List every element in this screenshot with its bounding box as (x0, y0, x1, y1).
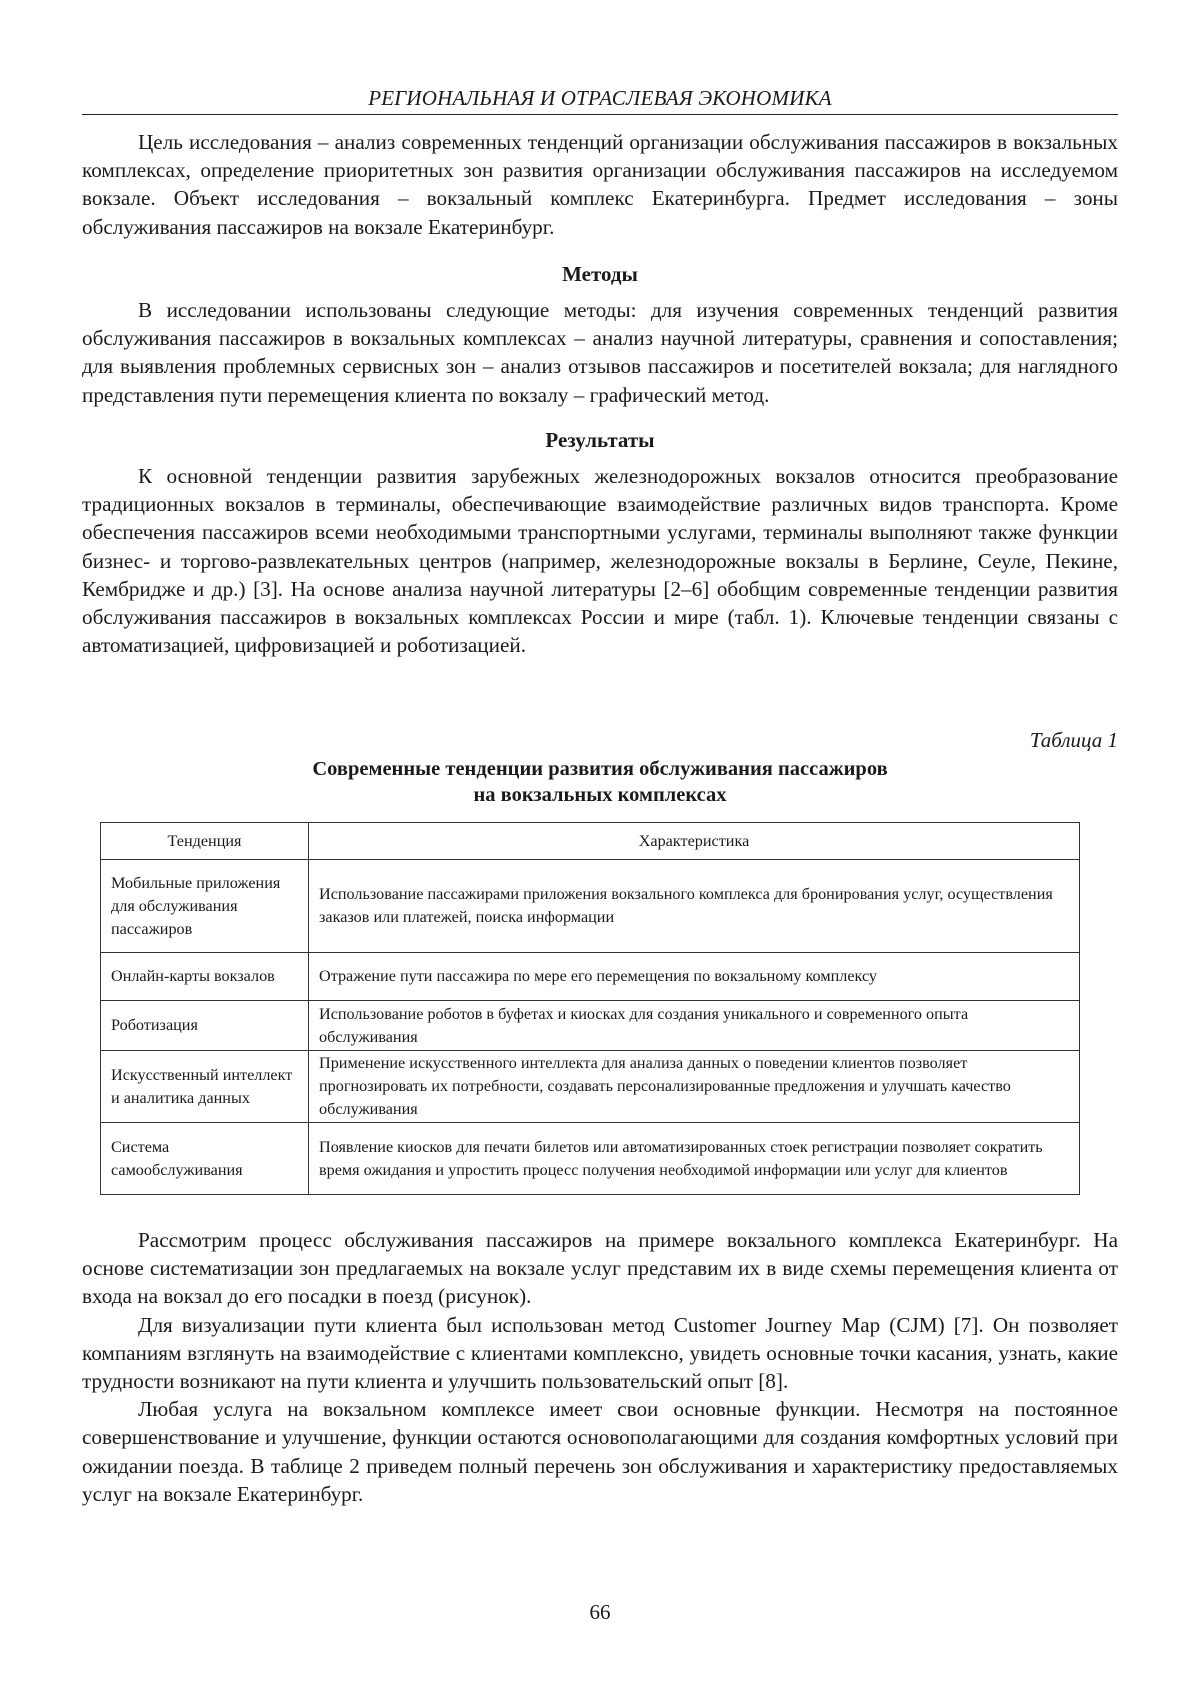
intro-section (82, 128, 1118, 241)
after-table-section (82, 1226, 1118, 1508)
table-header-row (101, 823, 1080, 860)
table-title-line-1: Современные тенденции развития обслуживания пассажиров (312, 758, 888, 780)
header-trend: Тенденция (101, 823, 309, 860)
trend-cell: Мобильные приложения для обслуживания пассажиров (101, 860, 309, 953)
paragraph-process: Рассмотрим процесс обслуживания пассажиров на примере вокзального комплекса Екатеринбург. На основе систематизации зон предлагаемых на вокзале услуг представим их в виде схемы перемещения клиента от входа на вокзал до его посадки в поезд (рисунок). (82, 1228, 1118, 1309)
table-row (101, 860, 1080, 953)
paragraph-functions: Любая услуга на вокзальном комплексе имеет свои основные функции. Несмотря на постоянное совершенствование и улучшение, функции остаются основополагающими для создания комфортных условий при ожидании поезда. В таблице 2 приведем полный перечень зон обслуживания и характеристику предоставляемых услуг на вокзале Екатеринбург. (82, 1397, 1118, 1506)
trend-cell: Онлайн-карты вокзалов (101, 953, 309, 1001)
table-title (82, 756, 1118, 808)
description-cell: Появление киосков для печати билетов или автоматизированных стоек регистрации позволяет сократить время ожидания и упростить процесс получения необходимой информации или услуг для клиентов (309, 1123, 1080, 1195)
trend-cell: Система самообслуживания (101, 1123, 309, 1195)
table-row (101, 953, 1080, 1001)
description-cell: Использование пассажирами приложения вокзального комплекса для бронирования услуг, осуществления заказов или платежей, поиска информации (309, 860, 1080, 953)
results-paragraph: К основной тенденции развития зарубежных железнодорожных вокзалов относится преобразование традиционных вокзалов в терминалы, обеспечивающие взаимодействие различных видов транспорта. Кроме обеспечения пассажиров всеми необходимыми транспортными услугами, терминалы выполняют также функции бизнес- и торгово-развлекательных центров (например, железнодорожные вокзалы в Берлине, Сеуле, Пекине, Кембридже и др.) [3]. На основе анализа научной литературы [2–6] обобщим современные тенденции развития обслуживания пассажиров в вокзальных комплексах России и мире (табл. 1). Ключевые тенденции связаны с автоматизацией, цифровизацией и роботизацией. (82, 464, 1118, 658)
paragraph-cjm: Для визуализации пути клиента был использован метод Customer Journey Map (CJM) [7]. Он позволяет компаниям взглянуть на взаимодействие с клиентами комплексно, увидеть основные точки касания, узнать, какие трудности возникают на пути клиента и улучшить пользовательский опыт [8]. (82, 1312, 1118, 1394)
table-row (101, 1123, 1080, 1195)
methods-heading: Методы (562, 262, 638, 286)
description-cell: Отражение пути пассажира по мере его перемещения по вокзальному комплексу (309, 953, 1080, 1001)
trends-table (100, 822, 1080, 1195)
table-title-line-2: на вокзальных комплексах (473, 784, 727, 806)
results-heading: Результаты (545, 428, 655, 452)
methods-section (82, 296, 1118, 409)
trend-cell: Искусственный интеллект и аналитика данных (101, 1051, 309, 1123)
table-label: Таблица 1 (1029, 728, 1118, 752)
page-number: 66 (589, 1600, 611, 1624)
trend-cell: Роботизация (101, 1001, 309, 1051)
running-head: РЕГИОНАЛЬНАЯ И ОТРАСЛЕВАЯ ЭКОНОМИКА (368, 86, 832, 110)
header-rule (82, 114, 1118, 115)
results-section (82, 462, 1118, 659)
table-row (101, 1051, 1080, 1123)
header-description: Характеристика (309, 823, 1080, 860)
methods-paragraph: В исследовании использованы следующие методы: для изучения современных тенденций развития обслуживания пассажиров в вокзальных комплексах – анализ научной литературы, сравнения и сопоставления; для выявления проблемных сервисных зон – анализ отзывов пассажиров и посетителей вокзала; для наглядного представления пути перемещения клиента по вокзалу – графический метод. (82, 298, 1118, 407)
table-row (101, 1001, 1080, 1051)
description-cell: Применение искусственного интеллекта для анализа данных о поведении клиентов позволяет прогнозировать их потребности, создавать персонализированные предложения и улучшать качество обслуживания (309, 1051, 1080, 1123)
intro-paragraph: Цель исследования – анализ современных тенденций организации обслуживания пассажиров в вокзальных комплексах, определение приоритетных зон развития организации обслуживания пассажиров на исследуемом вокзале. Объект исследования – вокзальный комплекс Екатеринбурга. Предмет исследования – зоны обслуживания пассажиров на вокзале Екатеринбург. (82, 130, 1118, 239)
description-cell: Использование роботов в буфетах и киосках для создания уникального и современного опыта обслуживания (309, 1001, 1080, 1051)
